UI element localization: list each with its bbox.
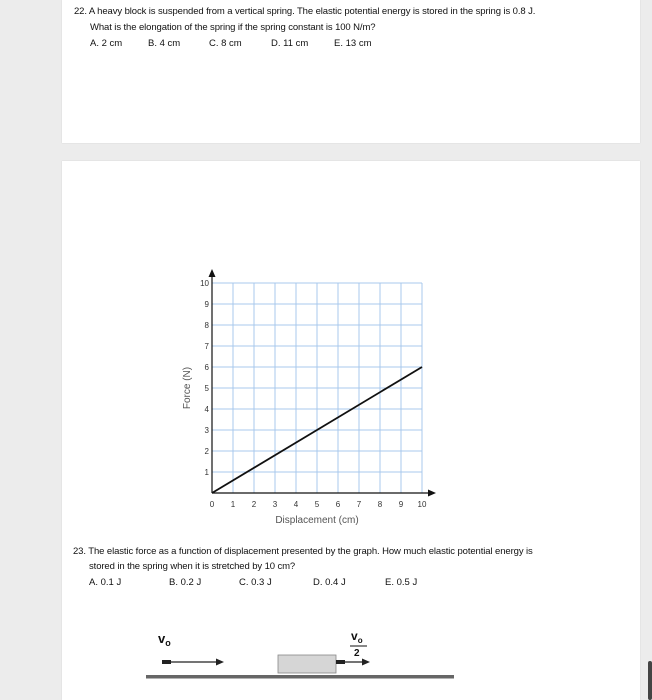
x-tick-label: 5	[314, 500, 320, 509]
x-tick-label: 3	[272, 500, 278, 509]
chart-grid	[212, 283, 422, 493]
force-displacement-chart	[162, 261, 462, 531]
y-tick-label: 4	[204, 405, 209, 414]
q22-text-line1: 22. A heavy block is suspended from a vertical spring. The elastic potential energy is stored in the spring is 0.8 J.	[74, 6, 536, 17]
y-tick-label: 10	[200, 279, 209, 288]
final-velocity-label: $v_o$	[351, 629, 363, 645]
q23-text-line1: 23. The elastic force as a function of displacement presented by the graph. How much elastic potential energy is	[73, 546, 533, 557]
y-tick-label: 8	[204, 321, 209, 330]
q23-option-e: E. 0.5 J	[385, 577, 418, 588]
initial-velocity-label: $v_o$	[158, 631, 171, 648]
y-tick-label: 5	[204, 384, 209, 393]
final-velocity-arrowhead	[362, 659, 370, 666]
initial-velocity-arrowhead	[216, 659, 224, 666]
q22-option-b: B. 4 cm	[148, 38, 181, 49]
x-tick-label: 9	[398, 500, 404, 509]
block-motion-diagram	[142, 629, 462, 699]
x-tick-label: 10	[417, 500, 427, 509]
x-tick-label: 0	[209, 500, 215, 509]
final-velocity-denominator: 2	[354, 648, 360, 659]
y-tick-label: 1	[204, 468, 209, 477]
final-velocity-tail	[336, 660, 345, 664]
x-tick-label: 1	[230, 500, 236, 509]
x-tick-label: 4	[293, 500, 299, 509]
y-tick-label: 6	[204, 363, 209, 372]
q23-option-d: D. 0.4 J	[313, 577, 346, 588]
sliding-block	[278, 655, 336, 673]
x-axis-arrow	[428, 490, 436, 497]
initial-velocity-tail	[162, 660, 171, 664]
y-tick-label: 9	[204, 300, 209, 309]
x-tick-label: 8	[377, 500, 383, 509]
q22-option-a: A. 2 cm	[90, 38, 123, 49]
y-axis-title: Force (N)	[182, 366, 193, 410]
chart-axes	[209, 269, 437, 497]
x-axis-title: Displacement (cm)	[275, 515, 359, 526]
y-tick-label: 3	[204, 426, 209, 435]
x-tick-label: 7	[356, 500, 362, 509]
q23-option-c: C. 0.3 J	[239, 577, 272, 588]
q23-text-line2: stored in the spring when it is stretched by 10 cm?	[89, 561, 296, 572]
q22-text-line2: What is the elongation of the spring if the spring constant is 100 N/m?	[90, 22, 376, 33]
x-tick-label: 2	[251, 500, 257, 509]
question-22-card	[62, 0, 640, 143]
y-axis-arrow	[209, 269, 216, 277]
q23-option-a: A. 0.1 J	[89, 577, 122, 588]
question-23-card	[62, 161, 640, 700]
x-tick-label: 6	[335, 500, 341, 509]
q23-option-b: B. 0.2 J	[169, 577, 202, 588]
ground-surface	[146, 675, 454, 679]
q22-option-d: D. 11 cm	[271, 38, 309, 49]
q22-option-e: E. 13 cm	[334, 38, 372, 49]
y-tick-label: 2	[204, 447, 209, 456]
chart-tick-labels	[200, 279, 427, 509]
q22-option-c: C. 8 cm	[209, 38, 242, 49]
y-tick-label: 7	[204, 342, 209, 351]
scrollbar-thumb[interactable]	[648, 661, 652, 700]
